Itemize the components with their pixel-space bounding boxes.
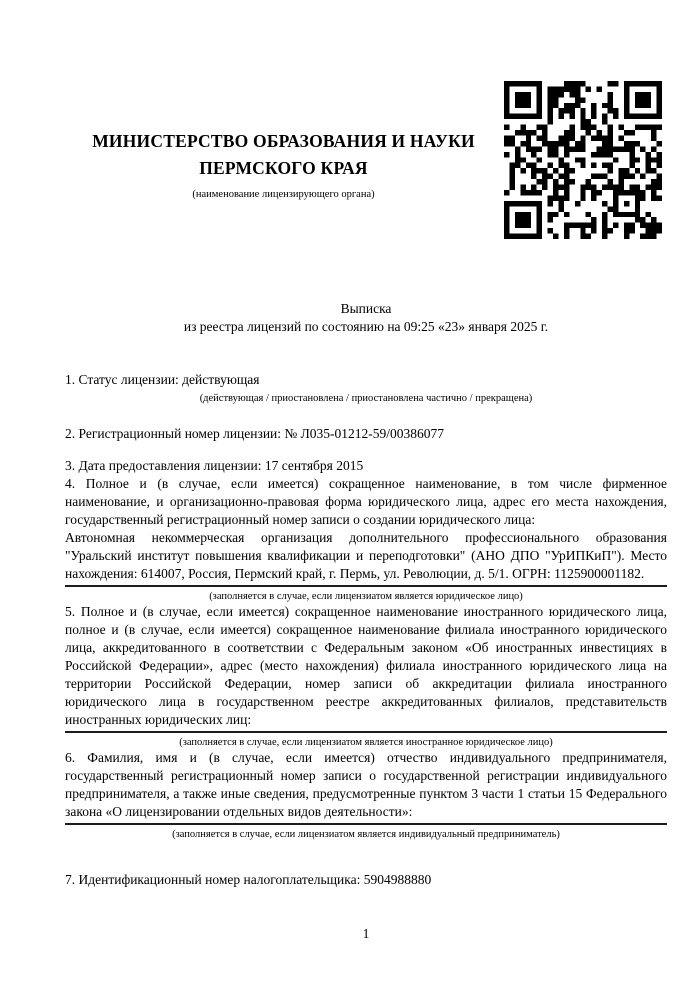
item-5-caption: (заполняется в случае, если лицензиатом является иностранное юридическое лицо) <box>179 737 553 748</box>
document-body <box>65 300 667 889</box>
item-6-fill-line <box>65 823 667 825</box>
item-5-fill-line <box>65 731 667 733</box>
item-6-heading: 6. Фамилия, имя и (в случае, если имеется) отчество индивидуального предпринимателя, государственный регистрационный номер записи о государственной регистрации индивидуального предпринимателя, а также иные сведения, предусмотренные пунктом 3 части 1 статьи 15 Федерального закона «О лицензировании отдельных видов деятельности»: <box>65 750 667 819</box>
item-7-taxpayer-number: 7. Идентификационный номер налогоплательщика: 5904988880 <box>65 872 432 887</box>
item-3-grant-date: 3. Дата предоставления лицензии: 17 сентября 2015 <box>65 458 364 473</box>
ministry-name-line1: МИНИСТЕРСТВО ОБРАЗОВАНИЯ И НАУКИ <box>92 131 475 151</box>
item-6-caption: (заполняется в случае, если лицензиатом является индивидуальный предприниматель) <box>172 829 560 840</box>
document-subtitle: из реестра лицензий по состоянию на 09:25 «23» января 2025 г. <box>183 319 549 334</box>
item-5-heading: 5. Полное и (в случае, если имеется) сокращенное наименование иностранного юридического лица, полное и (в случае, если имеется) сокращенное наименование филиала иностранного юридического лица, аккредитованного в соответствии с Федеральным законом «Об иностранных инвестициях в Российской Федерации», адрес (место нахождения) филиала иностранного юридического лица на территории Российской Федерации, номер записи об аккредитации филиала иностранного юридического лица в государственном реестре аккредитованных филиалов, представительств иностранных юридических лиц: <box>65 604 667 727</box>
item-1-caption: (действующая / приостановлена / приостановлена частично / прекращена) <box>199 393 533 404</box>
ministry-name-line2: ПЕРМСКОГО КРАЯ <box>199 158 368 178</box>
item-1-license-status: 1. Статус лицензии: действующая <box>65 372 260 387</box>
ministry-name-caption: (наименование лицензирующего органа) <box>192 189 375 200</box>
document-title: Выписка <box>340 301 392 316</box>
item-4-heading: 4. Полное и (в случае, если имеется) сокращенное наименование, в том числе фирменное наименование, и организационно-правовая форма юридического лица, адрес его места нахождения, государственный регистрационный номер записи о создании юридического лица: <box>65 476 667 527</box>
ministry-header <box>65 128 502 201</box>
item-4-licensee-value: Автономная некоммерческая организация дополнительного профессионального образования "Уральский институт повышения квалификации и переподготовки" (АНО ДПО "УрИПКиП"). Место нахождения: 614007, Россия, Пермский край, г. Пермь, ул. Революции, д. 5/1. ОГРН: 1125900001182. <box>65 530 667 581</box>
page-number: 1 <box>362 926 370 941</box>
item-2-registration-number: 2. Регистрационный номер лицензии: № Л035-01212-59/00386077 <box>65 426 445 441</box>
item-4-caption: (заполняется в случае, если лицензиатом является юридическое лицо) <box>209 591 523 602</box>
ministry-name <box>65 128 502 182</box>
qr-code-icon <box>504 81 662 239</box>
document-title-block <box>65 300 667 336</box>
item-4-fill-line <box>65 585 667 587</box>
